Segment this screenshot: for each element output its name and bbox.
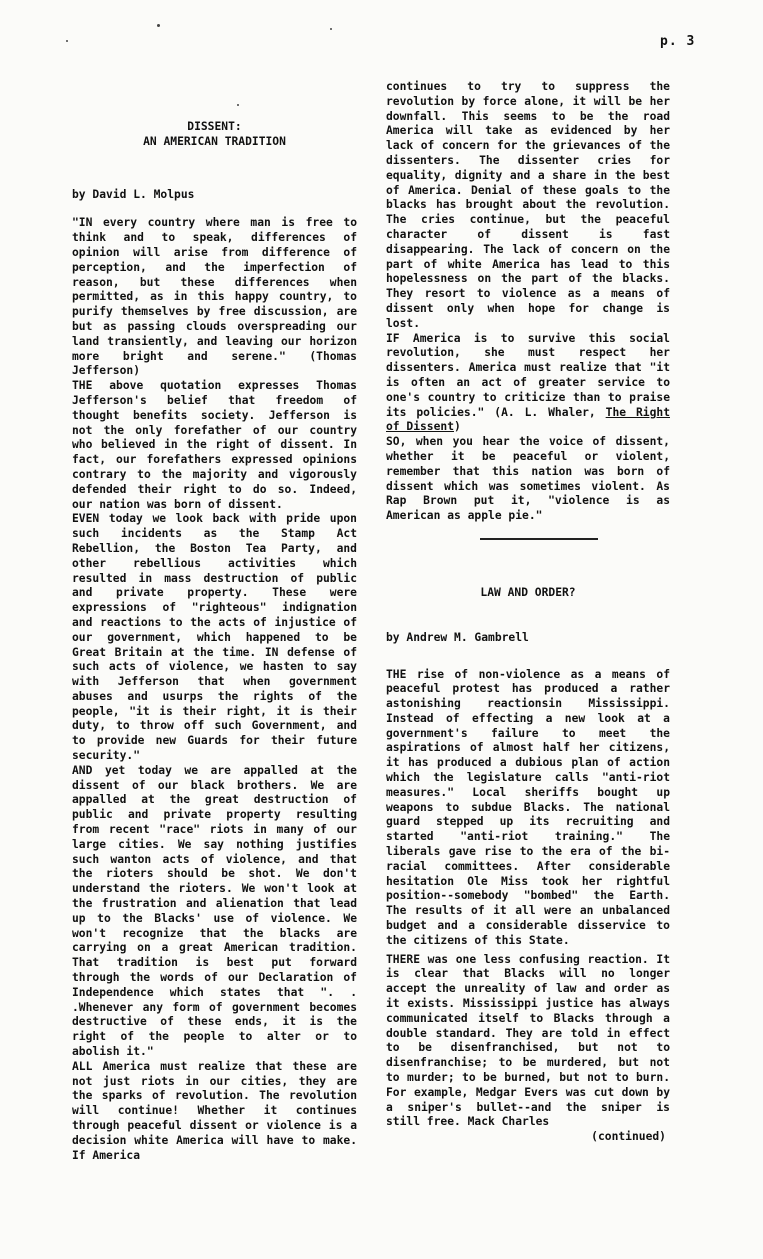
article2-paragraph: THE rise of non-violence as a means of peaceful protest has produced a rather astonishing reactionsin Mississippi. Instead of effecting a new look at a government's failure to meet the aspirations of almost half her citizens, it has produced a dubious plan of action which the legislature calls "anti-riot measures." Local sheriffs bought up weapons to subdue Blacks. The national guard stepped up its recruiting and started "anti-riot training." The liberals gave rise to the era of the bi-racial committees. After considerable hesitation Ole Miss took her rightful position--somebody "bombed" the Earth. The results of it all were an unbalanced budget and a considerable disservice to the citizens of this State. xyxy=(386,667,670,947)
article1-paragraph: ALL America must realize that these are not just riots in our cities, they are the sparks of revolution. The revolution will continue! Whether it continues through peaceful dissent or violence is a decision white America will have to make. If America xyxy=(72,1059,357,1162)
article1-paragraph: continues to try to suppress the revolution by force alone, it will be her downfall. This seems to be the road America will take as evidenced by her lack of concern for the grievances of the dissenters. The dissenter cries for equality, dignity and a share in the best of America. Denial of these goals to the blacks has brought about the revolution. The cries continue, but the peaceful character of dissent is fast disappearing. The lack of concern on the part of white America has lead to this hopelessness on the part of the blacks. They resort to violence as a means of dissent only when hope for change is lost. xyxy=(386,80,670,330)
article1-title-line2: AN AMERICAN TRADITION xyxy=(143,134,286,148)
article1-byline: by David L. Molpus xyxy=(72,187,195,201)
article1-paragraph-text: ) xyxy=(454,420,461,434)
scan-speck xyxy=(157,24,160,27)
article1-paragraph: THE above quotation expresses Thomas Jefferson's belief that freedom of thought benefits society. Jefferson is not the only forefather of our country who believed in the right of dissent. In fact, our forefathers expressed opinions contrary to the majority and vigorously defended their right to do so. Indeed, our nation was born of dissent. xyxy=(72,379,357,511)
article1-quote: "IN every country where man is free to think and to speak, differences of opinion will arise from difference of perception, and the imperfection of reason, but these differences when permitted, as in this happy country, to purify themselves by free discussion, are but as passing clouds overspreading our land transiently, and leaving our horizon more bright and serene." (Thomas Jefferson) xyxy=(72,216,357,378)
article1-title-line1: DISSENT: xyxy=(187,120,242,133)
continued-note: (continued) xyxy=(591,1130,666,1144)
article2-title: LAW AND ORDER? xyxy=(480,585,576,599)
scan-speck xyxy=(66,40,68,42)
article1-paragraph: SO, when you hear the voice of dissent, whether it be peaceful or violent, remember that this nation was born of dissent which was sometimes violent. As Rap Brown put it, "violence is as American as apple pie." xyxy=(386,435,670,523)
article2-byline: by Andrew M. Gambrell xyxy=(386,630,529,644)
scan-speck xyxy=(237,104,239,106)
page-number: p. 3 xyxy=(660,34,696,49)
left-column xyxy=(72,120,357,1163)
article1-paragraph: EVEN today we look back with pride upon such incidents as the Stamp Act Rebellion, the Boston Tea Party, and other rebellious activities which resulted in mass destruction of public and private property. These were expressions of "righteous" indignation and reactions to the acts of injustice of our government, which happened to be Great Britain at the time. IN defense of such acts of violence, we hasten to say with Jefferson that when government abuses and usurps the rights of the people, "it is their right, it is their duty, to throw off such Government, and to provide new Guards for their future security." xyxy=(72,512,357,763)
article2-paragraph: THERE was one less confusing reaction. It is clear that Blacks will no longer accept the unreality of law and order as it exists. Mississippi justice has always communicated itself to Blacks through a double standard. They are told in effect to be disenfranchised, but not to disenfranchise; to be murdered, but not to murder; to be burned, but not to burn. For example, Medgar Evers was cut down by a sniper's bullet--and the sniper is still free. Mack Charles xyxy=(386,952,670,1129)
scan-speck xyxy=(330,28,332,30)
right-column xyxy=(386,80,670,1145)
article1-paragraph xyxy=(386,332,670,436)
cited-book-title: The Right of Dissent xyxy=(386,405,670,434)
article1-paragraph: AND yet today we are appalled at the dissent of our black brothers. We are appalled at the great destruction of public and private property resulting from recent "race" riots in many of our large cities. We say nothing justifies such wanton acts of violence, and that the rioters should be shot. We don't understand the rioters. We won't look at the frustration and alienation that lead up to the Blacks' use of violence. We won't recognize that the blacks are carrying on a great American tradition. That tradition is best put forward through the words of our Declaration of Independence which states that ". . .Whenever any form of government becomes destructive of these ends, it is the right of the people to alter or to abolish it." xyxy=(72,763,357,1059)
article1-paragraph-text: IF America is to survive this social revolution, she must respect her dissenters. America must realize that "it is often an act of greater service to one's country to criticize than to praise its policies." (A. L. Whaler, xyxy=(386,331,670,419)
